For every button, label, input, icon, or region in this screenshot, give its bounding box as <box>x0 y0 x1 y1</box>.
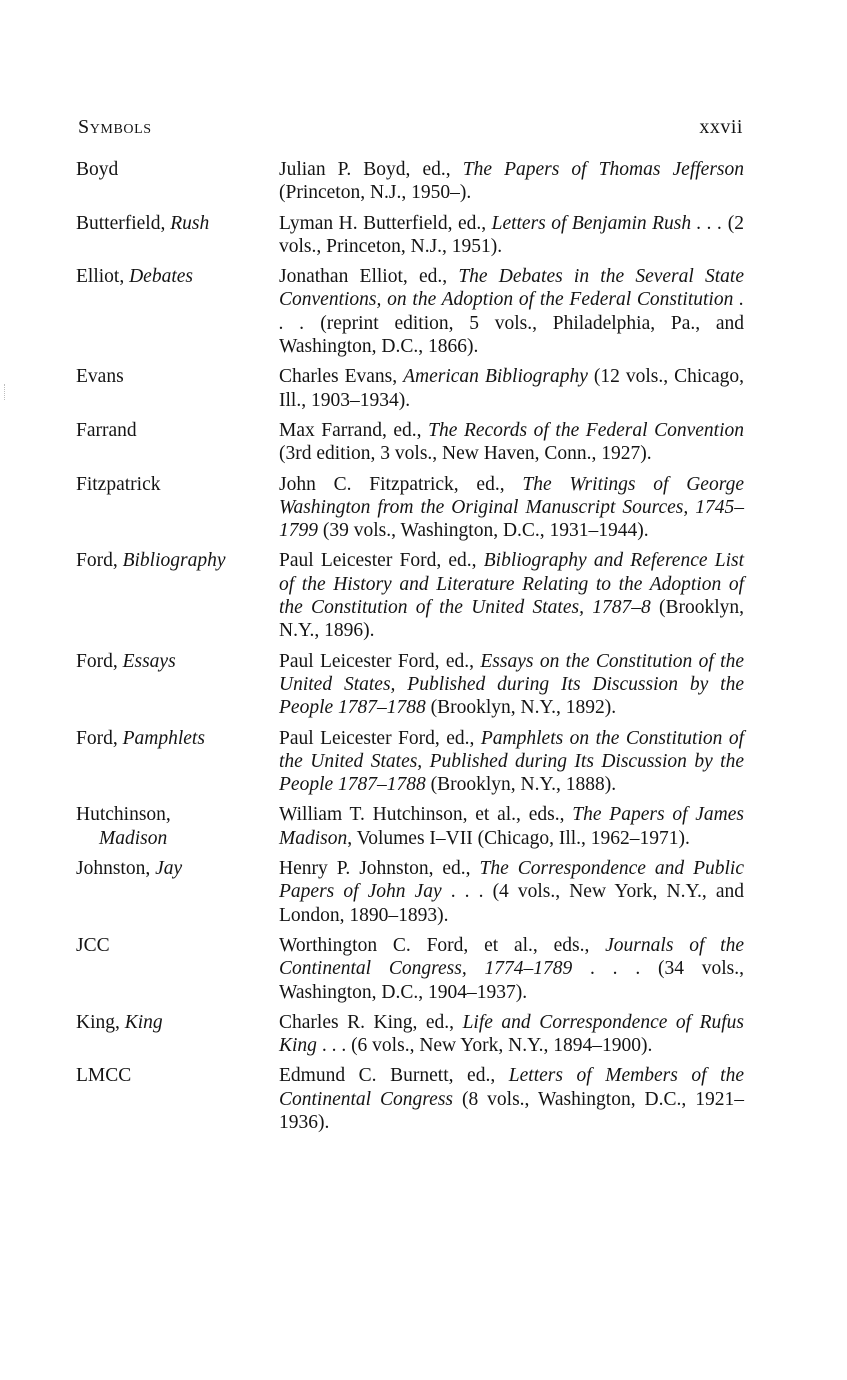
symbol-text: Ford, <box>76 650 123 672</box>
description-publication: (Brooklyn, N.Y., 1892). <box>425 697 617 719</box>
description-author: Paul Leicester Ford, ed., <box>279 727 481 749</box>
description-publication: , Volumes I–VII (Chicago, Ill., 1962–1971). <box>347 827 690 849</box>
symbol-entry <box>76 549 744 642</box>
description-title: The Papers of James Madison <box>279 804 744 849</box>
description-publication: (Princeton, N.J., 1950–). <box>279 182 472 204</box>
description-publication: (3rd edition, 3 vols., New Haven, Conn., 1927). <box>279 443 652 465</box>
description-title: The Papers of Thomas Jefferson <box>462 159 744 180</box>
symbol-description <box>279 365 744 412</box>
margin-speck <box>4 384 6 400</box>
symbol-entry <box>76 727 744 797</box>
description-publication: (Brooklyn, N.Y., 1896). <box>279 597 744 642</box>
description-author: Henry P. Johnston, ed., <box>279 858 480 880</box>
symbol-term <box>76 934 279 957</box>
symbol-term <box>76 473 279 496</box>
symbol-description <box>279 1011 744 1058</box>
symbol-term <box>76 365 279 388</box>
symbol-description <box>279 1064 744 1134</box>
symbol-entry <box>76 1064 744 1134</box>
description-author: Charles R. King, ed., <box>279 1011 463 1033</box>
description-author: Lyman H. Butterfield, ed., <box>279 212 492 234</box>
symbol-text: Ford, <box>76 550 123 572</box>
symbol-entry <box>76 650 744 720</box>
description-author: John C. Fitzpatrick, ed., <box>279 473 523 495</box>
symbol-entry <box>76 857 744 927</box>
symbol-entry <box>76 473 744 543</box>
running-head <box>78 116 743 144</box>
description-title: The Writings of George Washington from the Original Manuscript Sources, 1745–1799 <box>279 473 744 542</box>
description-title: Life and Correspondence of Rufus King <box>279 1011 745 1057</box>
description-author: Charles Evans, <box>279 366 404 388</box>
symbol-text-italic: Debates <box>129 266 193 288</box>
description-title: Letters of Benjamin Rush . . . <box>491 212 723 234</box>
symbol-description <box>279 934 744 1004</box>
symbol-term <box>76 1064 279 1087</box>
description-publication: (12 vols., Chicago, Ill., 1903–1934). <box>279 366 744 411</box>
symbol-description <box>279 212 744 259</box>
symbol-term <box>76 265 279 288</box>
symbol-term <box>76 158 279 181</box>
symbol-term <box>76 803 279 850</box>
symbol-entry <box>76 419 744 466</box>
symbol-description <box>279 650 744 720</box>
description-title: American Bibliography <box>403 366 588 388</box>
symbol-text-italic: King <box>124 1011 163 1033</box>
description-publication: . . . (6 vols., New York, N.Y., 1894–1900). <box>316 1035 653 1057</box>
symbol-text-italic: Essays <box>122 650 176 672</box>
description-publication: (8 vols., Washington, D.C., 1921–1936). <box>279 1088 744 1133</box>
symbol-text: LMCC <box>76 1065 132 1087</box>
symbol-text-line2: Madison <box>99 827 168 849</box>
symbol-description <box>279 419 744 466</box>
symbol-text: Farrand <box>76 419 137 441</box>
description-title: Journals of the Continental Congress, 1774–1789 <box>279 934 745 980</box>
symbol-description <box>279 803 744 850</box>
description-title: The Records of the Federal Convention <box>428 419 745 441</box>
description-title: The Debates in the Several State Conventions, on the Adoption of the Federal Constitution . . . <box>279 266 744 334</box>
symbol-description <box>279 727 744 797</box>
symbol-text: Boyd <box>76 159 119 180</box>
description-publication: (Brooklyn, N.Y., 1888). <box>425 774 617 796</box>
description-author: Paul Leicester Ford, ed., <box>279 550 484 572</box>
symbol-text-italic: Bibliography <box>122 550 226 572</box>
section-title: Symbols <box>78 116 152 138</box>
symbol-text: Fitzpatrick <box>76 473 161 495</box>
description-author: Edmund C. Burnett, ed., <box>279 1065 509 1087</box>
symbol-entry <box>76 1011 744 1058</box>
symbol-text: JCC <box>76 934 110 956</box>
description-publication: (39 vols., Washington, D.C., 1931–1944). <box>318 520 649 542</box>
page-number: xxvii <box>699 116 743 138</box>
symbol-entry <box>76 803 744 850</box>
description-publication: . . . (34 vols., Washington, D.C., 1904–1937). <box>279 958 745 1003</box>
symbol-text: Ford, <box>76 727 123 749</box>
symbol-term <box>76 650 279 673</box>
symbol-text-italic: Rush <box>170 212 210 234</box>
symbol-description <box>279 158 744 205</box>
symbol-term <box>76 857 279 880</box>
symbol-text: King, <box>76 1011 125 1033</box>
symbol-description <box>279 473 744 543</box>
description-author: Max Farrand, ed., <box>279 419 429 441</box>
symbol-entry <box>76 212 744 259</box>
symbol-text-italic: Jay <box>155 858 183 880</box>
symbol-text-italic: Pamphlets <box>122 727 205 749</box>
symbol-entry <box>76 934 744 1004</box>
symbol-text: Johnston, <box>76 858 156 880</box>
symbol-term <box>76 727 279 750</box>
description-title: The Correspondence and Public Papers of John Jay <box>279 858 744 903</box>
description-author: Julian P. Boyd, ed., <box>279 159 463 180</box>
symbol-text: Elliot, <box>76 266 130 288</box>
symbol-description <box>279 857 744 927</box>
description-title: Bibliography and Reference List of the History and Literature Relating to the Adoption of the Constitution of the United States, 1787–8 <box>279 550 744 619</box>
symbol-description <box>279 265 744 358</box>
symbol-term <box>76 549 279 572</box>
description-title: Pamphlets on the Constitution of the United States, Published during Its Discussion by the People 1787–1788 <box>279 727 744 796</box>
symbol-entry <box>76 365 744 412</box>
description-publication: . . . (4 vols., New York, N.Y., and London, 1890–1893). <box>279 881 744 926</box>
description-title: Letters of Members of the Continental Congress <box>279 1065 744 1110</box>
description-author: Jonathan Elliot, ed., <box>279 266 459 288</box>
symbol-term <box>76 419 279 442</box>
description-author: Worthington C. Ford, et al., eds., <box>279 934 606 956</box>
symbol-description <box>279 549 744 642</box>
symbol-entry <box>76 158 744 205</box>
symbol-term <box>76 212 279 235</box>
description-publication: (2 vols., Princeton, N.J., 1951). <box>279 212 744 257</box>
symbol-entry <box>76 265 744 358</box>
symbol-text: Evans <box>76 366 124 388</box>
symbol-text: Hutchinson, <box>76 804 171 826</box>
description-title: Essays on the Constitution of the United States, Published during Its Discussion by the People 1787–1788 <box>279 650 744 719</box>
symbols-list <box>76 158 744 1141</box>
description-author: William T. Hutchinson, et al., eds., <box>279 804 573 826</box>
symbol-term <box>76 1011 279 1034</box>
description-author: Paul Leicester Ford, ed., <box>279 650 481 672</box>
symbol-text: Butterfield, <box>76 212 171 234</box>
description-publication: (reprint edition, 5 vols., Philadelphia, Pa., and Washington, D.C., 1866). <box>279 312 744 358</box>
